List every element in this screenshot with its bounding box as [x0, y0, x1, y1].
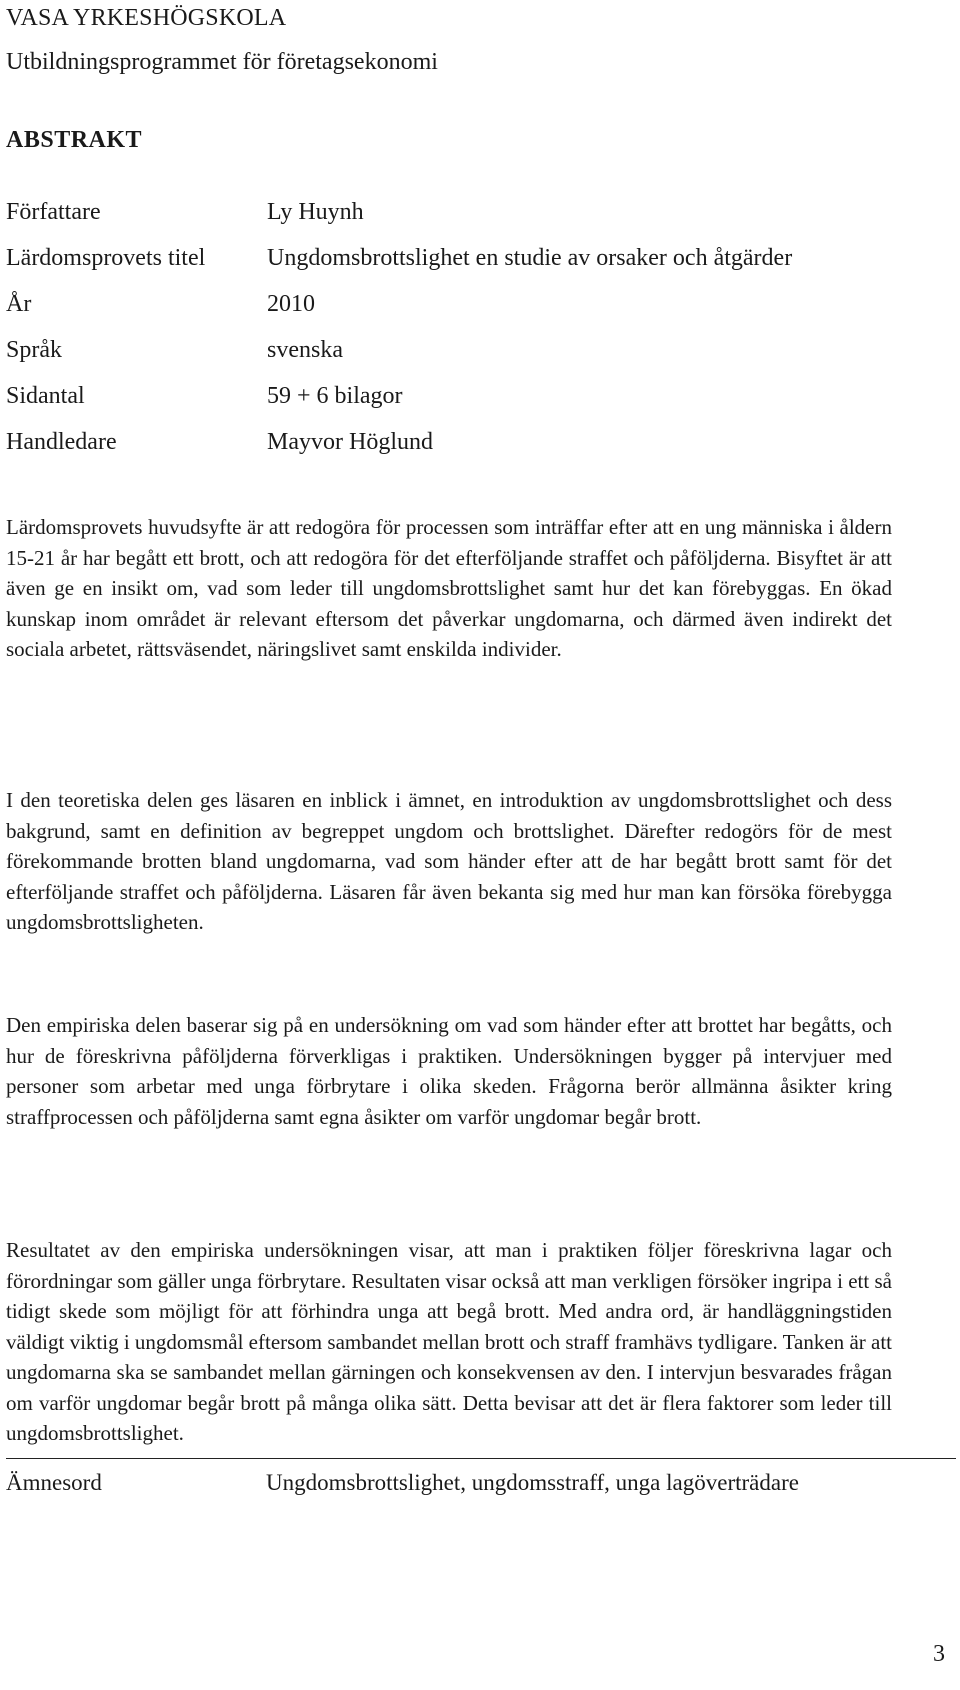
- meta-row-supervisor: [6, 428, 892, 474]
- abstract-paragraph-empirical: Den empiriska delen baserar sig på en undersökning om vad som händer efter att brottet har begåtts, och hur de föreskrivna påföljderna förverkligas i praktiken. Undersökningen bygger på intervjuer med personer som arbetar med unga förbrytare i olika skeden. Frågorna berör allmänna åsikter kring straffprocessen och påföljderna samt egna åsikter om varför ungdomar begår brott.: [6, 1013, 892, 1129]
- abstract-paragraph-results: Resultatet av den empiriska undersökningen visar, att man i praktiken följer föreskrivna lagar och förordningar som gäller unga förbrytare. Resultaten visar också att man verkligen försöker ingripa i ett så tidigt skede som möjligt för att förhindra unga att begå brott. Med andra ord, är handläggningstiden väldigt viktig i ungdomsmål eftersom sambandet mellan brott och straff framhävs tydligare. Tanken är att ungdomarna ska se sambandet mellan gärningen och konsekvensen av den. I intervjun besvarades frågan om varför ungdomar begår brott på många olika sätt. Detta bevisar att det är flera faktorer som leder till ungdomsbrottslighet.: [6, 1238, 892, 1445]
- abstract-paragraph-theory: I den teoretiska delen ges läsaren en inblick i ämnet, en introduktion av ungdomsbrottslighet och dess bakgrund, samt en definition av begreppet ungdom och brottslighet. Därefter redogörs för de mest förekommande brotten bland ungdomarna, vad som händer efter att de har begått brott samt för det efterföljande straffet och påföljderna. Läsaren får även bekanta sig med hur man kan försöka förebygga ungdomsbrottsligheten.: [6, 788, 892, 934]
- meta-value: Ly Huynh: [267, 199, 364, 225]
- meta-label: År: [6, 291, 32, 317]
- meta-value: Mayvor Höglund: [267, 429, 433, 455]
- keywords-label: Ämnesord: [6, 1470, 102, 1495]
- meta-row-language: [6, 336, 892, 382]
- meta-label: Sidantal: [6, 383, 85, 409]
- abstract-paragraph-purpose: Lärdomsprovets huvudsyfte är att redogöra för processen som inträffar efter att en ung människa i åldern 15-21 år har begått ett brott, och att redogöra för det efterföljande straffet och påföljderna. Bisyftet är att även ge en insikt om, vad som leder till ungdomsbrottslighet samt hur det kan förebyggas. En ökad kunskap inom området är relevant eftersom det påverkar ungdomarna, och därmed även indirekt det sociala arbetet, rättsväsendet, näringslivet samt enskilda individer.: [6, 515, 892, 661]
- meta-value: 59 + 6 bilagor: [267, 383, 403, 409]
- institution-name: VASA YRKESHÖGSKOLA: [6, 5, 287, 31]
- meta-label: Författare: [6, 199, 101, 225]
- keywords-divider: [6, 1458, 956, 1459]
- meta-value: svenska: [267, 337, 343, 363]
- program-name: Utbildningsprogrammet för företagsekonomi: [6, 49, 438, 75]
- page-number: 3: [933, 1641, 945, 1667]
- meta-row-year: [6, 290, 892, 336]
- meta-value: 2010: [267, 291, 315, 317]
- meta-label: Lärdomsprovets titel: [6, 245, 206, 271]
- meta-row-title: [6, 244, 892, 290]
- meta-row-author: [6, 198, 892, 244]
- keywords-value: Ungdomsbrottslighet, ungdomsstraff, unga lagöverträdare: [266, 1470, 799, 1495]
- meta-label: Handledare: [6, 429, 117, 455]
- meta-value: Ungdomsbrottslighet en studie av orsaker och åtgärder: [267, 245, 793, 271]
- metadata-table: [6, 198, 892, 474]
- meta-row-pages: [6, 382, 892, 428]
- abstract-heading: ABSTRAKT: [6, 127, 143, 153]
- meta-label: Språk: [6, 337, 62, 363]
